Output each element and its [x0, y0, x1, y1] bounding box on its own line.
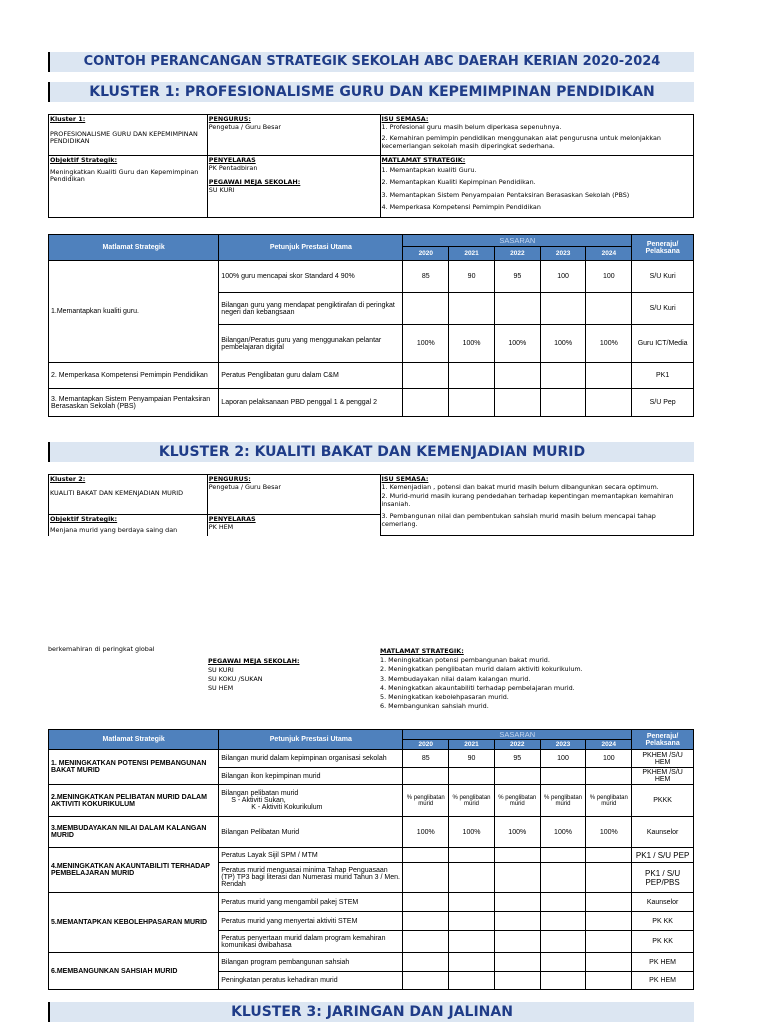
table-cell-peneraju: PK KK: [632, 912, 694, 931]
table-cell-ppu: Peratus Penglibatan guru dalam C&M: [219, 363, 403, 389]
penyelaras2-cell: [207, 515, 380, 536]
table-cell-value: 100%: [586, 325, 632, 363]
isu1-item: 2. Kemahiran pemimpin pendidikan menggunakan alat pengurusna untuk melonjakkan kecemerlangan sekolah masih diperingkat sederhana.: [381, 134, 661, 150]
table-cell-value: % penglibatan murid: [586, 785, 632, 817]
matlamat2-item: 6. Membangunkan sahsiah murid.: [380, 702, 489, 711]
cluster2-table: [48, 729, 694, 990]
cluster1-banner: KLUSTER 1: PROFESIONALISME GURU DAN KEPEMIMPINAN PENDIDIKAN: [48, 82, 694, 102]
table-cell-matlamat: 2. Memperkasa Kompetensi Pemimpin Pendidikan: [49, 363, 219, 389]
table-cell-matlamat: 4.MENINGKATKAN AKAUNTABILITI TERHADAP PEMBELAJARAN MURID: [49, 848, 219, 893]
table-cell-peneraju: PK1: [632, 363, 694, 389]
matlamat2-block: [380, 647, 694, 711]
objektif2-label: Objektif Strategik:: [50, 515, 118, 523]
table-cell-value: 100%: [403, 325, 449, 363]
table-cell-peneraju: PKHEM /S/U HEM: [632, 768, 694, 785]
matlamat2-item: 5. Meningkatkan kebolehpasaran murid.: [380, 693, 509, 702]
cluster2-info: [48, 474, 694, 536]
matlamat2-item: 2. Meningkatkan penglibatan murid dalam aktiviti kokurikulum.: [380, 665, 583, 674]
pengurus2-value: Pengetua / Guru Besar: [208, 482, 281, 491]
table-cell-value: 100%: [540, 325, 586, 363]
matlamat1-label: MATLAMAT STRATEGIK:: [381, 156, 466, 164]
table-cell-ppu: Peningkatan peratus kehadiran murid: [219, 972, 403, 990]
pengurus1-label: PENGURUS:: [208, 115, 251, 123]
col-peneraju-header: Peneraju/ Pelaksana: [632, 235, 694, 261]
table-cell-value: 90: [449, 750, 495, 768]
year-header: 2022: [494, 740, 540, 750]
table-cell-peneraju: PK KK: [632, 931, 694, 953]
penyelaras2-label: PENYELARAS: [208, 515, 256, 523]
pegawai2-item: SU KOKU /SUKAN: [208, 675, 263, 683]
table-cell-peneraju: PKHEM /S/U HEM: [632, 750, 694, 768]
objektif1-label: Objektif Strategik:: [50, 156, 118, 164]
table-cell-peneraju: PKKK: [632, 785, 694, 817]
table-cell-ppu: Bilangan Pelibatan Murid: [219, 817, 403, 848]
table-cell-peneraju: S/U Kuri: [632, 261, 694, 293]
year-header: 2023: [540, 247, 586, 261]
table-cell-matlamat: 3.MEMBUDAYAKAN NILAI DALAM KALANGAN MURID: [49, 817, 219, 848]
table-cell-value: 100%: [403, 817, 449, 848]
cluster3-banner: KLUSTER 3: JARINGAN DAN JALINAN: [48, 1002, 694, 1022]
kluster1-cell: [49, 115, 208, 156]
matlamat1-cell: [380, 156, 693, 218]
page-title: CONTOH PERANCANGAN STRATEGIK SEKOLAH ABC DAERAH KERIAN 2020-2024: [48, 52, 694, 72]
table-cell-ppu: Peratus murid menguasai minima Tahap Penguasaan (TP) TP3 bagi literasi dan Numerasi murid Tahun 3 / Men. Rendah: [219, 863, 403, 893]
table-cell-ppu: Laporan pelaksanaan PBD penggal 1 & penggal 2: [219, 389, 403, 417]
ppu-line: K - Aktiviti Kokurikulum: [251, 804, 323, 811]
pengurus2-label: PENGURUS:: [208, 475, 251, 483]
matlamat2-item: 3. Membudayakan nilai dalam kalangan murid.: [380, 674, 531, 683]
table-cell-value: 100%: [494, 325, 540, 363]
objektif1-cell: [49, 156, 208, 218]
table-cell-peneraju: Guru ICT/Media: [632, 325, 694, 363]
table-cell-value: 100: [586, 750, 632, 768]
kluster2-cell: [49, 475, 208, 515]
col-petunjuk-header: Petunjuk Prestasi Utama: [219, 235, 403, 261]
table-cell-matlamat: 5.MEMANTAPKAN KEBOLEHPASARAN MURID: [49, 893, 219, 953]
penyelaras1-label: PENYELARAS: [208, 156, 256, 164]
penyelaras2-value: PK HEM: [208, 522, 234, 531]
isu1-item: 1. Profesional guru masih belum diperkasa sepenuhnya.: [381, 122, 562, 131]
pegawai2-item: SU HEM: [208, 684, 234, 692]
isu2-cell: [380, 475, 693, 536]
table-cell-peneraju: Kaunselor: [632, 817, 694, 848]
objektif2-continued: berkemahiran di peringkat global: [48, 645, 155, 653]
isu2-item: 2. Murid-murid masih kurang pendedahan terhadap kepentingan memantapkan kemahiran insaniah.: [381, 492, 674, 508]
matlamat2-item: 1. Meningkatkan potensi pembangunan bakat murid.: [380, 656, 550, 665]
table-cell-peneraju: PK1 / S/U PEP/PBS: [632, 863, 694, 893]
table-cell-value: % penglibatan murid: [403, 785, 449, 817]
cluster2-banner: KLUSTER 2: KUALITI BAKAT DAN KEMENJADIAN MURID: [48, 442, 694, 462]
pegawai2-label: PEGAWAI MEJA SEKOLAH:: [208, 657, 300, 665]
table-cell-ppu: 100% guru mencapai skor Standard 4 90%: [219, 261, 403, 293]
pengurus1-cell: [207, 115, 380, 156]
kluster1-name: PROFESIONALISME GURU DAN KEPEMIMPINAN PENDIDIKAN: [50, 129, 198, 145]
col-matlamat-header: Matlamat Strategik: [49, 730, 219, 750]
matlamat1-item: 3. Memantapkan Sistem Penyampaian Pentaksiran Berasaskan Sekolah (PBS): [381, 190, 630, 199]
kluster1-label: Kluster 1:: [50, 115, 86, 123]
table-cell-value: % penglibatan murid: [449, 785, 495, 817]
table-cell-value: 100: [540, 750, 586, 768]
col-peneraju-header: Peneraju/ Pelaksana: [632, 730, 694, 750]
pegawai1-label: PEGAWAI MEJA SEKOLAH:: [208, 178, 301, 186]
matlamat2-item: 4. Meningkatkan akauntabiliti terhadap pembelajaran murid.: [380, 683, 575, 692]
matlamat1-item: 4. Memperkasa Kompetensi Pemimpin Pendidikan: [381, 203, 541, 211]
table-cell-matlamat: 2.MENINGKATKAN PELIBATAN MURID DALAM AKTIVITI KOKURIKULUM: [49, 785, 219, 817]
col-petunjuk-header: Petunjuk Prestasi Utama: [219, 730, 403, 750]
pengurus2-cell: [207, 475, 380, 515]
table-cell-value: 100: [586, 261, 632, 293]
isu1-cell: [380, 115, 693, 156]
isu2-item: 3. Pembangunan nilai dan pembentukan sahsiah murid masih belum mencapai tahap cemerlang.: [381, 512, 656, 528]
table-cell-matlamat: 3. Memantapkan Sistem Penyampaian Pentaksiran Berasaskan Sekolah (PBS): [49, 389, 219, 417]
table-cell-ppu: Bilangan murid dalam kepimpinan organisasi sekolah: [219, 750, 403, 768]
table-cell-value: 100: [540, 261, 586, 293]
table-cell-ppu: Peratus penyertaan murid dalam program kemahiran komunikasi dwibahasa: [219, 931, 403, 953]
table-cell-peneraju: PK HEM: [632, 972, 694, 990]
pegawai1-value: SU KURI: [208, 185, 235, 194]
objektif2-cell: [49, 515, 208, 536]
table-cell-matlamat: 1. MENINGKATKAN POTENSI PEMBANGUNAN BAKAT MURID: [49, 750, 219, 785]
pegawai2-item: SU KURI: [208, 666, 234, 674]
table-cell-value: % penglibatan murid: [494, 785, 540, 817]
kluster2-name: KUALITI BAKAT DAN KEMENJADIAN MURID: [50, 488, 184, 497]
matlamat1-item: 2. Memantapkan Kualiti Kepimpinan Pendidikan.: [381, 178, 536, 186]
col-matlamat-header: Matlamat Strategik: [49, 235, 219, 261]
table-cell-ppu: Peratus murid yang mengambil pakej STEM: [219, 893, 403, 912]
year-header: 2024: [586, 740, 632, 750]
table-cell-value: 95: [494, 750, 540, 768]
table-cell-value: 100%: [449, 325, 495, 363]
table-cell-value: 95: [494, 261, 540, 293]
cluster1-info: [48, 114, 694, 218]
table-cell-value: 100%: [540, 817, 586, 848]
table-cell-matlamat: 6.MEMBANGUNKAN SAHSIAH MURID: [49, 953, 219, 990]
isu2-item: 1. Kemenjadian , potensi dan bakat murid masih belum dibangunkan secara optimum.: [381, 482, 659, 491]
table-cell-ppu: Bilangan program pembangunan sahsiah: [219, 953, 403, 972]
ppu-line: Bilangan pelibatan murid: [221, 790, 299, 797]
table-cell-value: % penglibatan murid: [540, 785, 586, 817]
kluster2-label: Kluster 2:: [50, 475, 86, 483]
col-sasaran-header: SASARAN: [403, 235, 632, 247]
table-cell-value: 100%: [449, 817, 495, 848]
year-header: 2021: [449, 247, 495, 261]
cluster1-table: [48, 234, 694, 417]
penyelaras1-value: PK Pentadbiran: [208, 163, 258, 172]
table-cell-ppu: Bilangan ikon kepimpinan murid: [219, 768, 403, 785]
year-header: 2020: [403, 247, 449, 261]
pengurus1-value: Pengetua / Guru Besar: [208, 122, 281, 131]
table-cell-peneraju: PK HEM: [632, 953, 694, 972]
year-header: 2023: [540, 740, 586, 750]
table-cell-peneraju: Kaunselor: [632, 893, 694, 912]
ppu-line: S - Aktiviti Sukan,: [231, 797, 286, 804]
table-cell-value: 85: [403, 261, 449, 293]
objektif1-value: Meningkatkan Kualiti Guru dan Kepemimpinan Pendidikan: [50, 167, 199, 183]
isu1-label: ISU SEMASA:: [381, 115, 429, 123]
table-cell-peneraju: S/U Pep: [632, 389, 694, 417]
year-header: 2020: [403, 740, 449, 750]
table-cell-value: 85: [403, 750, 449, 768]
table-cell-peneraju: PK1 / S/U PEP: [632, 848, 694, 863]
isu2-label: ISU SEMASA:: [381, 475, 429, 483]
year-header: 2022: [494, 247, 540, 261]
year-header: 2021: [449, 740, 495, 750]
pegawai2-block: [208, 657, 378, 693]
objektif2-value: Menjana murid yang berdaya saing dan: [50, 525, 178, 534]
table-cell-ppu: Bilangan guru yang mendapat pengiktirafan di peringkat negeri dan kebangsaan: [219, 293, 403, 325]
table-cell-value: 100%: [494, 817, 540, 848]
table-cell-ppu: Bilangan/Peratus guru yang menggunakan pelantar pembelajaran digital: [219, 325, 403, 363]
matlamat1-item: 1. Memantapkan kualiti Guru.: [381, 165, 477, 174]
table-cell-matlamat: 1.Memantapkan kualiti guru.: [49, 261, 219, 363]
col-sasaran-header: SASARAN: [403, 730, 632, 740]
table-cell-ppu: Peratus Layak Sijil SPM / MTM: [219, 848, 403, 863]
table-cell-value: 100%: [586, 817, 632, 848]
table-cell-peneraju: S/U Kuri: [632, 293, 694, 325]
penyelaras1-cell: [207, 156, 380, 218]
table-cell-value: 90: [449, 261, 495, 293]
table-cell-ppu: Peratus murid yang menyertai aktiviti STEM: [219, 912, 403, 931]
table-cell-ppu: [219, 785, 403, 817]
matlamat2-label: MATLAMAT STRATEGIK:: [380, 647, 464, 655]
year-header: 2024: [586, 247, 632, 261]
